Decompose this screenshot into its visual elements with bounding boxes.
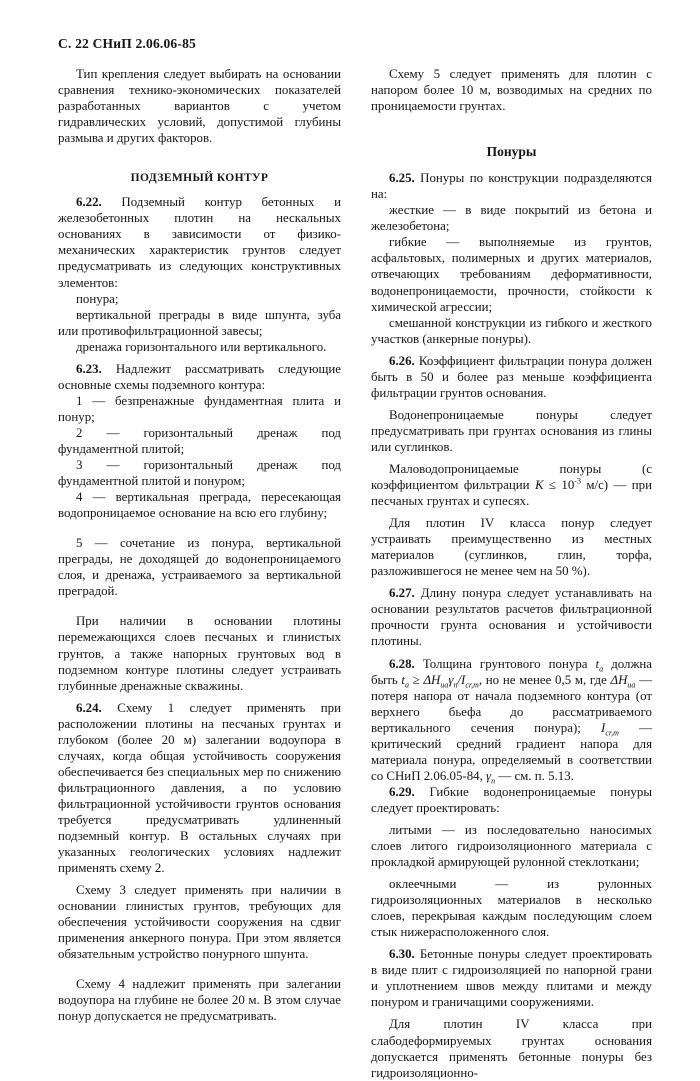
list-item: вертикальной преграды в виде шпунта, зуба или противофильтрационной завесы; — [58, 307, 341, 338]
clause-text: Бетонные понуры следует проектировать в виде плит с гидроизоляцией по напорной грани и уплотнением швов между плитами и между понуром и граничащими сооружениями. — [371, 947, 652, 1010]
clause-number: 6.27. — [389, 586, 415, 601]
clause-text: Коэффициент фильтрации понура должен быть в 50 и более раз меньше коэффициента фильтрации грунтов основания. — [371, 353, 652, 400]
list-item: оклеечными — из рулонных гидроизоляционных материалов в несколько слоев, перекрывая каждым последующим слоем стык нижерасположенного слоя. — [371, 877, 652, 940]
clause-number: 6.28. — [389, 656, 415, 671]
paragraph-6-26 — [371, 353, 652, 401]
clause-text: Надлежит рассматривать следующие основные схемы подземного контура: — [58, 361, 341, 392]
paragraph — [371, 461, 652, 509]
list-item: понура; — [76, 291, 119, 306]
right-column — [371, 66, 652, 1081]
formula-delta-h: $\Delta H_{ua}$ — [610, 672, 636, 690]
paragraph: Схему 3 следует применять при наличии в основании глинистых грунтов, требующих для обеспечения устойчивости сооружения на сдвиг применения анкерного понура. При этом является обязательным устройство понурного шпунта. — [58, 883, 341, 962]
formula-ta: $t_a$ — [595, 656, 604, 674]
text-run: должна быть — [371, 656, 652, 687]
clause-number: 6.23. — [76, 361, 102, 376]
paragraph-6-23 — [58, 361, 341, 393]
clause-text: Гибкие водонепроницаемые понуры следует проектировать: — [371, 784, 652, 815]
paragraph-6-25 — [371, 170, 652, 202]
page-header: С. 22 СНиП 2.06.06-85 — [58, 36, 196, 51]
clause-text: Длину понура следует устанавливать на основании результатов расчетов фильтрационной прочности грунта основания и устойчивости плотины. — [371, 586, 652, 649]
paragraph-intro: Тип крепления следует выбирать на основании сравнения технико-экономических показателей разработанных вариантов с учетом гидравлических условий, допустимой глубины размыва и других факторов. — [58, 67, 341, 146]
formula-inequality: $t_a \ge \Delta H_{ua}\gamma_n/I_{cr,m}$ — [401, 672, 479, 690]
list-item: гибкие — выполняемые из грунтов, асфальтовых, полимерных и других материалов, отвечающих требованиям деформативности, водонепроницаемости, прочности, стойкости к химической агрессии; — [371, 235, 652, 314]
clause-text: Понуры по конструкции подразделяются на: — [371, 171, 652, 202]
formula-icrm: $I_{cr,m}$ — [601, 720, 619, 738]
paragraph: Для плотин IV класса при слабодеформируемых грунтах основания допускается применять бетонные понуры без гидроизоляционно- — [371, 1017, 652, 1080]
paragraph: При наличии в основании плотины перемежающихся слоев песчаных и глинистых грунтов, а также напорных грунтовых вод в подземном контуре плотины следует устраивать глубинные дренажные скважины. — [58, 614, 341, 693]
text-run: Маловодопроницаемые понуры (с коэффициентом фильтрации — [371, 461, 652, 493]
text-run: — потеря напора от начала подземного контура (от верхнего бьефа до рассматриваемого вертикального сечения понура); — [371, 672, 652, 735]
paragraph-6-24 — [58, 700, 341, 877]
list-item: 5 — сочетание из понура, вертикальной преграды, не доходящей до водонепроницаемого слоя, и дренажа, устраиваемого за вертикальной преградой. — [58, 536, 341, 599]
exponent: -3 — [574, 476, 581, 486]
paragraph-6-22 — [58, 194, 341, 290]
left-column — [58, 66, 341, 1025]
list-item: жесткие — в виде покрытий из бетона и железобетона; — [371, 203, 652, 234]
text-run: , но не менее 0,5 м, где — [478, 672, 611, 687]
clause-text: Подземный контур бетонных и железобетонных плотин на нескальных основаниях в зависимости от физико-механических характеристик грунтов следует предусматривать из следующих конструктивных элементов: — [58, 195, 341, 290]
text-run: м/с) — при песчаных грунтах и супесях. — [371, 478, 652, 509]
clause-number: 6.22. — [76, 195, 102, 210]
clause-number: 6.26. — [389, 353, 415, 368]
list-item: 4 — вертикальная преграда, пересекающая водопроницаемое основание на всю его глубину; — [58, 490, 341, 521]
text-run: Толщина грунтового понура — [422, 656, 596, 671]
paragraph-6-27 — [371, 585, 652, 649]
section-heading-underground-contour: ПОДЗЕМНЫЙ КОНТУР — [130, 172, 269, 185]
clause-number: 6.25. — [389, 171, 415, 186]
text-run: ≤ 10 — [543, 478, 575, 493]
paragraph: Схему 4 надлежит применять при залегании водоупора на глубине не более 20 м. В этом случае понур допускается не предусматривать. — [58, 977, 341, 1024]
paragraph-intro: Схему 5 следует применять для плотин с напором более 10 м, возводимых на средних по проницаемости грунтах. — [371, 67, 652, 114]
formula-gamma-n: $\gamma_n$ — [486, 768, 496, 786]
paragraph-6-28 — [371, 656, 652, 784]
text-run: — критический средний градиент напора для материала понура, определяемый в соответствии со СНиП 2.06.05-84, — [371, 720, 652, 783]
text-run: — см. п. 5.13. — [495, 768, 574, 783]
paragraph-6-29 — [371, 784, 652, 816]
clause-number: 6.24. — [76, 700, 102, 715]
list-item: дренажа горизонтального или вертикального. — [76, 339, 327, 354]
list-item: 3 — горизонтальный дренаж под фундаментной плитой и понуром; — [58, 458, 341, 489]
section-heading-ponury: Понуры — [486, 144, 537, 160]
list-item: 2 — горизонтальный дренаж под фундаментной плитой; — [58, 425, 341, 456]
paragraph-6-30 — [371, 946, 652, 1010]
clause-text: Схему 1 следует применять при расположении плотины на песчаных грунтах и глубоком (более 20 м) залегании водоупора в случаях, когда общая устойчивость сооружения обеспечивается без специальных мер по снижению фильтрационного давления, а по условию фильтрационной устойчивости грунтов основания требуется предусматривать удлиненный подземный контур. В остальных случаях при указанных геологических условиях надлежит применять схему 2. — [58, 700, 341, 876]
clause-number: 6.30. — [389, 947, 415, 962]
paragraph: Для плотин IV класса понур следует устраивать преимущественно из местных материалов (суглинков, глин, торфа, разложившегося не менее чем на 50 %). — [371, 516, 652, 579]
symbol-k: K — [534, 478, 544, 493]
paragraph: Водонепроницаемые понуры следует предусматривать при грунтах основания из глины или суглинков. — [371, 407, 652, 454]
list-item: смешанной конструкции из гибкого и жесткого участков (анкерные понуры). — [371, 315, 652, 346]
clause-number: 6.29. — [389, 784, 415, 799]
list-item: 1 — безпренажные фундаментная плита и понур; — [58, 393, 341, 424]
list-item: литыми — из последовательно наносимых слоев литого гидроизоляционного материала с прокладкой армирующей рулонной стеклоткани; — [371, 822, 652, 870]
